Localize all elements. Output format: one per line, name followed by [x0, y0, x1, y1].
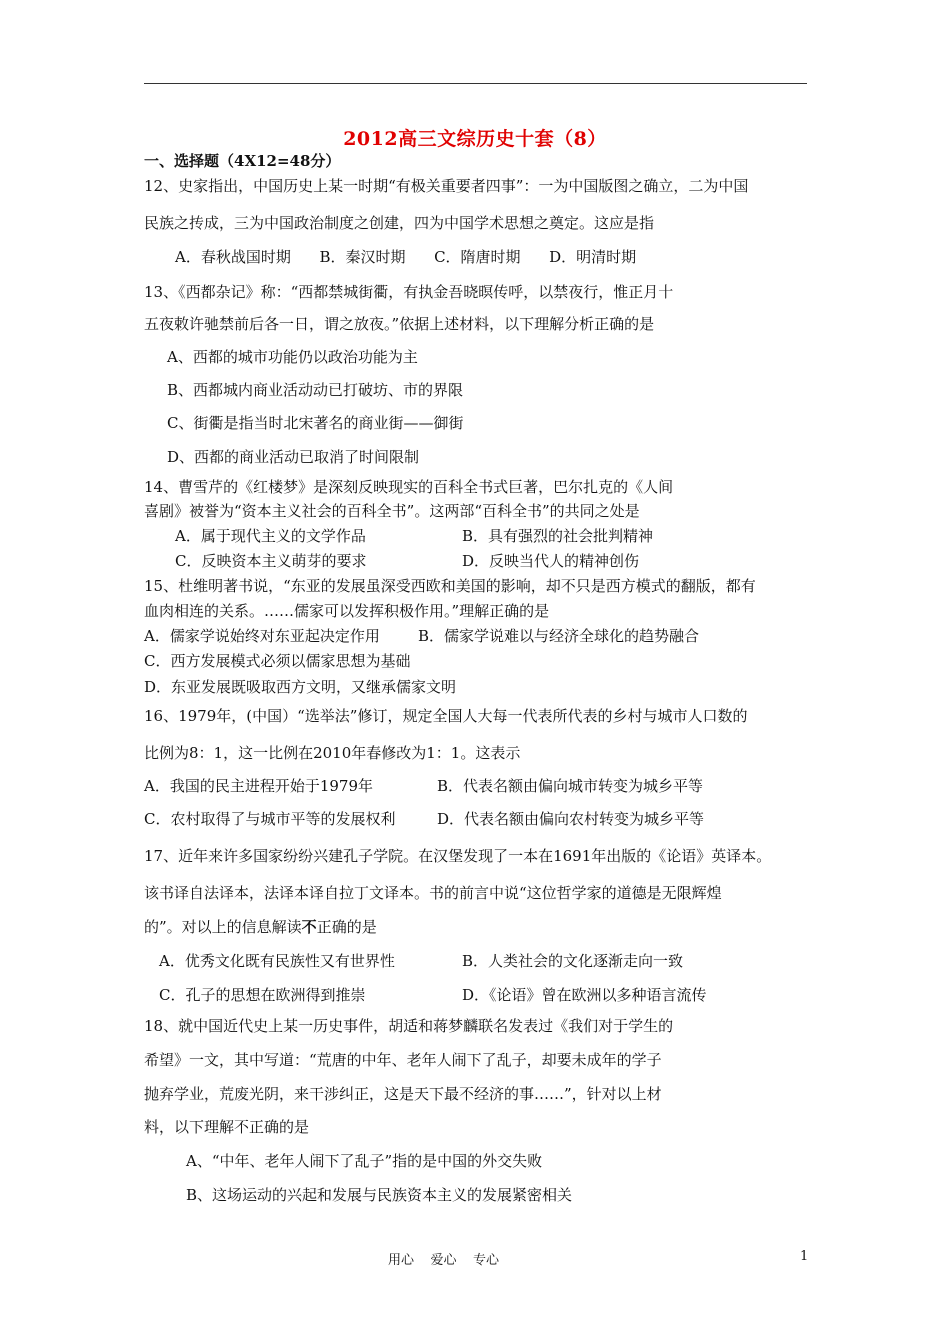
- q13-line-2: 五夜敕许驰禁前后各一日，谓之放夜。”依据上述材料，以下理解分析正确的是: [144, 315, 655, 333]
- q15-line-2: 血肉相连的关系。……儒家可以发挥积极作用。”理解正确的是: [144, 602, 550, 620]
- q16-option-b: B．代表名额由偏向城市转变为城乡平等: [437, 777, 704, 795]
- q18-line-2: 希望》一文，其中写道：“荒唐的中年、老年人闹下了乱子，却要未成年的学子: [144, 1051, 662, 1069]
- emphasis-not: 不: [301, 918, 317, 936]
- q16-option-a: A．我国的民主进程开始于1979年: [144, 777, 374, 795]
- q14-option-b: B．具有强烈的社会批判精神: [462, 527, 654, 545]
- q13-option-c: C、街衢是指当时北宋著名的商业街——御街: [167, 414, 464, 432]
- q12-options: A．春秋战国时期 B．秦汉时期 C．隋唐时期 D．明清时期: [175, 248, 637, 266]
- q17-option-b: B．人类社会的文化逐渐走向一致: [462, 952, 684, 970]
- q16-option-d: D．代表名额由偏向农村转变为城乡平等: [437, 810, 705, 828]
- q14-option-d: D．反映当代人的精神创伤: [462, 552, 640, 570]
- q17-option-a: A．优秀文化既有民族性又有世界性: [159, 952, 395, 970]
- q15-option-d: D．东亚发展既吸取西方文明，又继承儒家文明: [144, 678, 457, 696]
- q17-line-1: 17、近年来许多国家纷纷兴建孔子学院。在汉堡发现了一本在1691年出版的《论语》英译本。: [144, 847, 772, 865]
- footer-motto: 用心 爱心 专心: [388, 1253, 500, 1268]
- q15-option-c: C．西方发展模式必须以儒家思想为基础: [144, 652, 411, 670]
- q18-line-4: 料，以下理解不正确的是: [144, 1118, 310, 1136]
- q17-line-3: [144, 917, 377, 937]
- q13-option-a: A、西都的城市功能仍以政治功能为主: [167, 348, 418, 366]
- q14-line-1: 14、曹雪芹的《红楼梦》是深刻反映现实的百科全书式巨著，巴尔扎克的《人间: [144, 478, 674, 496]
- q17-option-d: D．《论语》曾在欧洲以多种语言流传: [462, 986, 707, 1004]
- q15-option-a: A．儒家学说始终对东亚起决定作用: [144, 627, 380, 645]
- q18-line-1: 18、就中国近代史上某一历史事件，胡适和蒋梦麟联名发表过《我们对于学生的: [144, 1017, 674, 1035]
- q13-option-b: B、西都城内商业活动动已打破坊、市的界限: [167, 381, 464, 399]
- q18-line-3: 抛弃学业，荒废光阴，来干涉纠正，这是天下最不经济的事……”，针对以上材: [144, 1085, 662, 1103]
- q16-option-c: C．农村取得了与城市平等的发展权利: [144, 810, 396, 828]
- q15-line-1: 15、杜维明著书说，“东亚的发展虽深受西欧和美国的影响，却不只是西方模式的翻版，都有: [144, 577, 756, 595]
- section-heading: 一、选择题（4X12=48分）: [144, 152, 341, 170]
- q17-line-2: 该书译自法译本，法译本译自拉丁文译本。书的前言中说“这位哲学家的道德是无限辉煌: [144, 884, 722, 902]
- q14-option-a: A．属于现代主义的文学作品: [175, 527, 366, 545]
- page-number: 1: [800, 1249, 809, 1264]
- q12-line-1: 12、史家指出，中国历史上某一时期“有极关重要者四事”：一为中国版图之确立，二为中国: [144, 177, 749, 195]
- q12-line-2: 民族之抟成，三为中国政治制度之创建，四为中国学术思想之奠定。这应是指: [144, 214, 655, 232]
- q16-line-1: 16、1979年，(中国）“选举法”修订，规定全国人大每一代表所代表的乡村与城市人口数的: [144, 707, 748, 725]
- q16-line-2: 比例为8：1，这一比例在2010年春修改为1：1。这表示: [144, 744, 521, 762]
- q17-line-3-start: 的”。对以上的信息解读: [144, 918, 302, 936]
- q17-option-c: C．孔子的思想在欧洲得到推崇: [159, 986, 366, 1004]
- page-title: 2012高三文综历史十套（8）: [343, 128, 607, 150]
- header-rule: [144, 83, 807, 84]
- q18-option-a: A、“中年、老年人闹下了乱子”指的是中国的外交失败: [186, 1152, 543, 1170]
- q14-line-2: 喜剧》被誉为“资本主义社会的百科全书”。这两部“百科全书”的共同之处是: [144, 502, 640, 520]
- q14-option-c: C．反映资本主义萌芽的要求: [175, 552, 367, 570]
- q17-line-3-end: 正确的是: [316, 918, 377, 936]
- q15-option-b: B．儒家学说难以与经济全球化的趋势融合: [418, 627, 700, 645]
- q13-option-d: D、西都的商业活动已取消了时间限制: [167, 448, 420, 466]
- q13-line-1: 13、《西都杂记》称：“西都禁城街衢，有执金吾晓暝传呼，以禁夜行，惟正月十: [144, 283, 674, 301]
- q18-option-b: B、这场运动的兴起和发展与民族资本主义的发展紧密相关: [186, 1186, 573, 1204]
